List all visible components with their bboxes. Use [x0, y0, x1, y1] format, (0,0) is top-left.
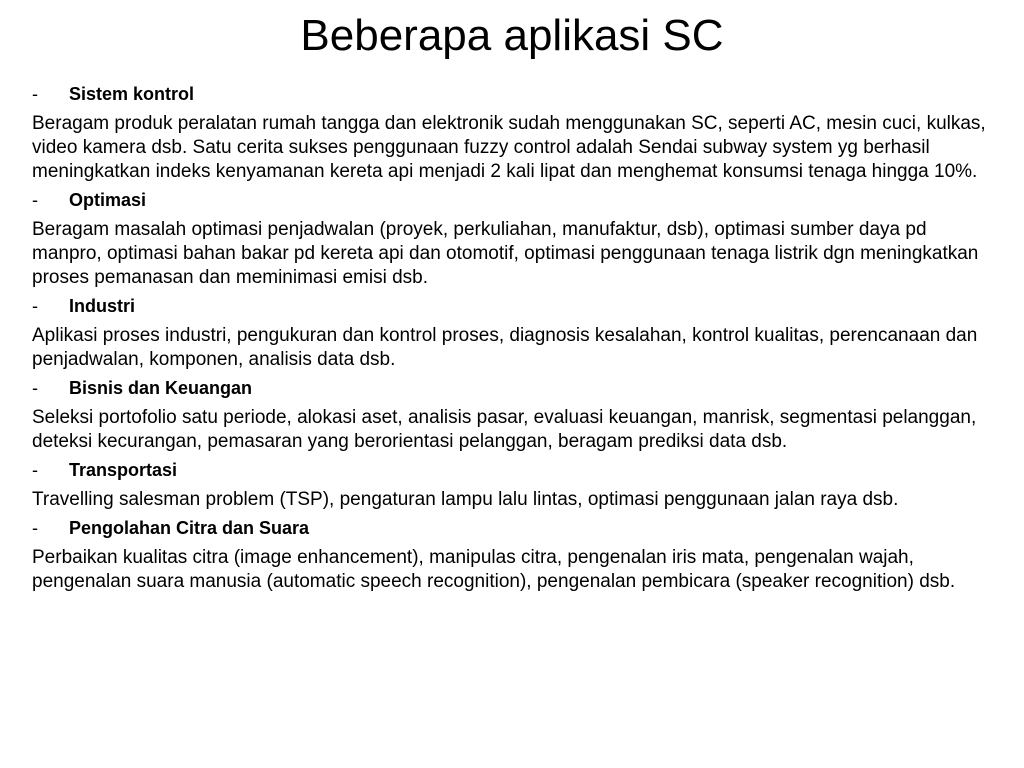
section-heading: Bisnis dan Keuangan: [69, 378, 253, 398]
section-heading: Transportasi: [69, 460, 178, 480]
section-heading-row: [32, 188, 1002, 212]
section-body: Aplikasi proses industri, pengukuran dan kontrol proses, diagnosis kesalahan, kontrol kualitas, perencanaan dan penjadwalan, komponen, analisis data dsb.: [32, 325, 978, 370]
bullet-dash: -: [32, 84, 38, 104]
bullet-dash: -: [32, 296, 38, 316]
section-heading: Pengolahan Citra dan Suara: [69, 518, 310, 538]
section-heading: Optimasi: [69, 190, 147, 210]
section-transportasi: [32, 458, 1002, 512]
section-heading-row: [32, 82, 1002, 106]
slide-content: [32, 80, 1002, 598]
section-heading: Industri: [69, 296, 135, 316]
section-body: Perbaikan kualitas citra (image enhancement), manipulas citra, pengenalan iris mata, pengenalan wajah, pengenalan suara manusia (automatic speech recognition), pengenalan pembicara (speaker recognition) dsb.: [32, 547, 956, 592]
section-heading-row: [32, 516, 1002, 540]
section-sistem-kontrol: [32, 82, 1002, 184]
bullet-dash: -: [32, 190, 38, 210]
section-bisnis-dan-keuangan: [32, 376, 1002, 454]
bullet-dash: -: [32, 460, 38, 480]
section-industri: [32, 294, 1002, 372]
bullet-dash: -: [32, 518, 38, 538]
bullet-dash: -: [32, 378, 38, 398]
section-pengolahan-citra-dan-suara: [32, 516, 1002, 594]
section-body: Beragam masalah optimasi penjadwalan (proyek, perkuliahan, manufaktur, dsb), optimasi sumber daya pd manpro, optimasi bahan bakar pd kereta api dan otomotif, optimasi penggunaan tenaga listrik dgn meningkatkan proses pemanasan dan meminimasi emisi dsb.: [32, 219, 979, 288]
section-body: Travelling salesman problem (TSP), pengaturan lampu lalu lintas, optimasi penggunaan jalan raya dsb.: [32, 489, 899, 510]
section-heading: Sistem kontrol: [69, 84, 195, 104]
slide-title: Beberapa aplikasi SC: [300, 11, 724, 60]
section-heading-row: [32, 458, 1002, 482]
section-optimasi: [32, 188, 1002, 290]
section-body: Seleksi portofolio satu periode, alokasi aset, analisis pasar, evaluasi keuangan, manrisk, segmentasi pelanggan, deteksi kecurangan, pemasaran yang berorientasi pelanggan, beragam prediksi data dsb.: [32, 407, 977, 452]
section-body: Beragam produk peralatan rumah tangga dan elektronik sudah menggunakan SC, seperti AC, mesin cuci, kulkas, video kamera dsb. Satu cerita sukses penggunaan fuzzy control adalah Sendai subway system yg berhasil meningkatkan indeks kenyamanan kereta api menjadi 2 kali lipat dan menghemat konsumsi tenaga hingga 10%.: [32, 113, 986, 182]
section-heading-row: [32, 376, 1002, 400]
section-heading-row: [32, 294, 1002, 318]
